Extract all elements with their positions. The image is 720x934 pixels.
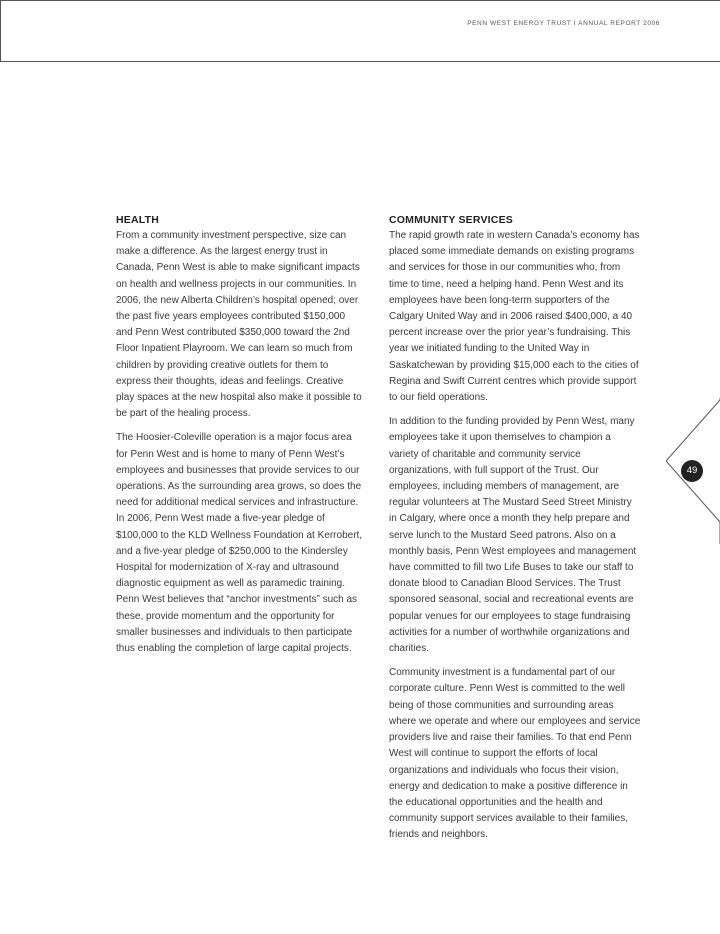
community-services-paragraph-1: The rapid growth rate in western Canada’s economy has placed some immediate demands on existing programs and services for those in our communities who, from time to time, need a helping hand. Penn West and its employees have been long-term supporters of the Calgary United Way and in 2006 raised $400,000, a 40 percent increase over the prior year’s fundraising. This year we initiated funding to the United Way in Saskatchewan by providing $15,000 each to the cities of Regina and Swift Current centres which provide support to our field operations. [389,230,640,404]
top-border-line [0,0,720,1]
health-paragraph-2: The Hoosier-Coleville operation is a major focus area for Penn West and is home to many of Penn West’s employees and businesses that provide services to our operations. As the surrounding area grows, so does the need for additional medical services and infrastructure. In 2006, Penn West made a five-year pledge of $100,000 to the KLD Wellness Foundation at Kerrobert, and a five-year pledge of $250,000 to the Kindersley Hospital for modernization of X-ray and ultrasound diagnostic equipment as well as paramedic training. Penn West believes that “anchor investments” such as these, provide momentum and the opportunity for smaller businesses and individuals to then participate thus enabling the completion of large capital projects. [116,432,363,655]
page-number-badge: 49 [681,460,703,482]
running-header: PENN WEST ENERGY TRUST I ANNUAL REPORT 2006 [467,20,660,27]
health-column [116,213,364,665]
health-heading: HEALTH [116,214,160,226]
health-paragraph-1: From a community investment perspective, size can make a difference. As the largest energy trust in Canada, Penn West is able to make significant impacts on health and wellness projects in our communities. In 2006, the new Alberta Children’s hospital opened; over the past five years employees contributed $150,000 and Penn West contributed $350,000 toward the 2nd Floor Inpatient Playroom. We can learn so much from children by providing creative outlets for them to express their thoughts, ideas and feelings. Creative play spaces at the new hospital also make it possible to be part of the healing process. [116,230,362,420]
community-services-paragraph-2: In addition to the funding provided by Penn West, many employees take it upon themselves to champion a variety of charitable and community service organizations, with full support of the Trust. Our employees, including members of management, are regular volunteers at The Mustard Seed Street Ministry in Calgary, where once a month they help prepare and serve lunch to the Mustard Seed patrons. Also on a monthly basis, Penn West employees and management have committed to fill two Life Buses to take our staff to donate blood to Canadian Blood Services. The Trust sponsored seasonal, social and recreational events are popular venues for our employees to stage fundraising activities for a number of worthwhile organizations and charities. [389,416,637,655]
community-services-heading: COMMUNITY SERVICES [389,214,513,226]
header-rule [0,61,720,62]
left-border-line [0,0,1,62]
community-services-paragraph-3: Community investment is a fundamental part of our corporate culture. Penn West is committed to the well being of those communities and surrounding areas where we operate and where our employees and service providers live and raise their families. To that end Penn West will continue to support the efforts of local organizations and individuals who focus their vision, energy and dedication to make a positive difference in the educational opportunities and the health and community support services available to their families, friends and neighbors. [389,667,641,841]
community-services-column [389,213,641,852]
